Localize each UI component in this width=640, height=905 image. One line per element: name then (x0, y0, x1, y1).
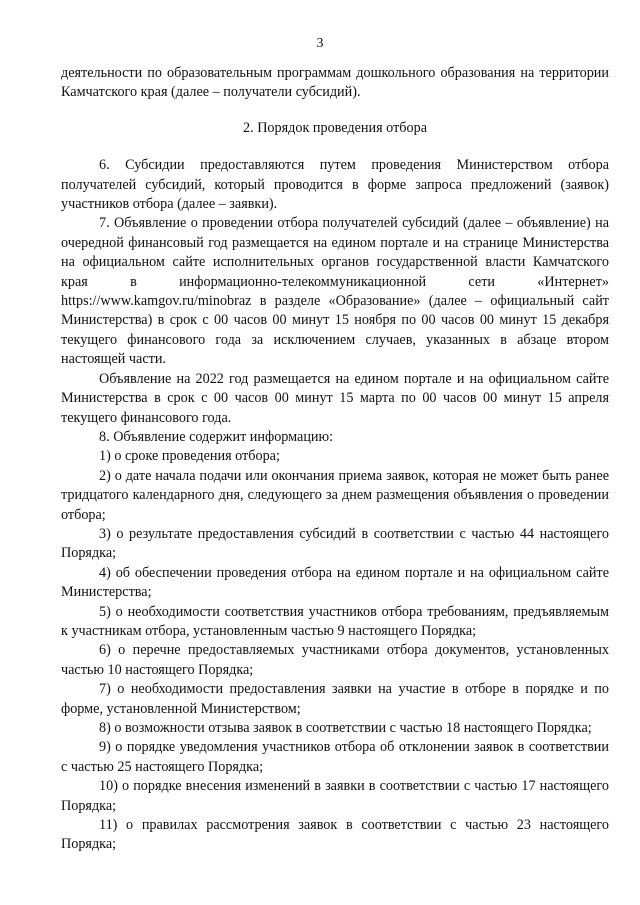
document-body (61, 64, 609, 855)
continuation-paragraph: деятельности по образовательным программам дошкольного образования на территории Камчатского края (далее – получатели субсидий). (61, 65, 609, 101)
list-item: 11) о правилах рассмотрения заявок в соответствии с частью 23 настоящего Порядка; (61, 817, 609, 853)
section-title: 2. Порядок проведения отбора (243, 119, 427, 136)
paragraph: 6. Субсидии предоставляются путем проведения Министерством отбора получателей субсидий, который проводится в форме запроса предложений (заявок) участников отбора (далее – заявки). (61, 157, 609, 213)
list-item: 9) о порядке уведомления участников отбора об отклонении заявок в соответствии с частью 25 настоящего Порядка; (61, 739, 609, 775)
paragraph: 7. Объявление о проведении отбора получателей субсидий (далее – объявление) на очередной финансовый год размещается на едином портале и на странице Министерства на официальном сайте исполнительных органов государственной власти Камчатского края в информационно-телекоммуникационной сети «Интернет» https://www.kamgov.ru/minobraz в разделе «Образование» (далее – официальный сайт Министерства) в срок с 00 часов 00 минут 15 ноября по 00 часов 00 минут 15 декабря текущего финансового года за исключением случаев, указанных в абзаце втором настоящей части. (61, 215, 609, 368)
paragraph: Объявление на 2022 год размещается на едином портале и на официальном сайте Министерства в срок с 00 часов 00 минут 15 марта по 00 часов 00 минут 15 апреля текущего финансового года. (61, 370, 609, 426)
page-number: 3 (316, 36, 324, 51)
list-item: 10) о порядке внесения изменений в заявки в соответствии с частью 17 настоящего Порядка; (61, 778, 609, 814)
list-item: 4) об обеспечении проведения отбора на едином портале и на официальном сайте Министерства; (61, 564, 609, 601)
list-item: 3) о результате предоставления субсидий в соответствии с частью 44 настоящего Порядка; (61, 525, 609, 562)
list-item: 2) о дате начала подачи или окончания приема заявок, которая не может быть ранее тридцатого календарного дня, следующего за днем размещения объявления о проведении отбора; (61, 467, 609, 523)
list-item: 8) о возможности отзыва заявок в соответствии с частью 18 настоящего Порядка; (99, 720, 592, 736)
paragraph: 8. Объявление содержит информацию: (99, 428, 334, 445)
list-item: 7) о необходимости предоставления заявки на участие в отборе в порядке и по форме, установленной Министерством; (61, 681, 609, 717)
list-item: 5) о необходимости соответствия участников отбора требованиям, предъявляемым к участникам отбора, установленным частью 9 настоящего Порядка; (61, 603, 609, 639)
list-item: 6) о перечне предоставляемых участниками отбора документов, установленных частью 10 настоящего Порядка; (61, 642, 609, 678)
list-item: 1) о сроке проведения отбора; (99, 448, 280, 465)
